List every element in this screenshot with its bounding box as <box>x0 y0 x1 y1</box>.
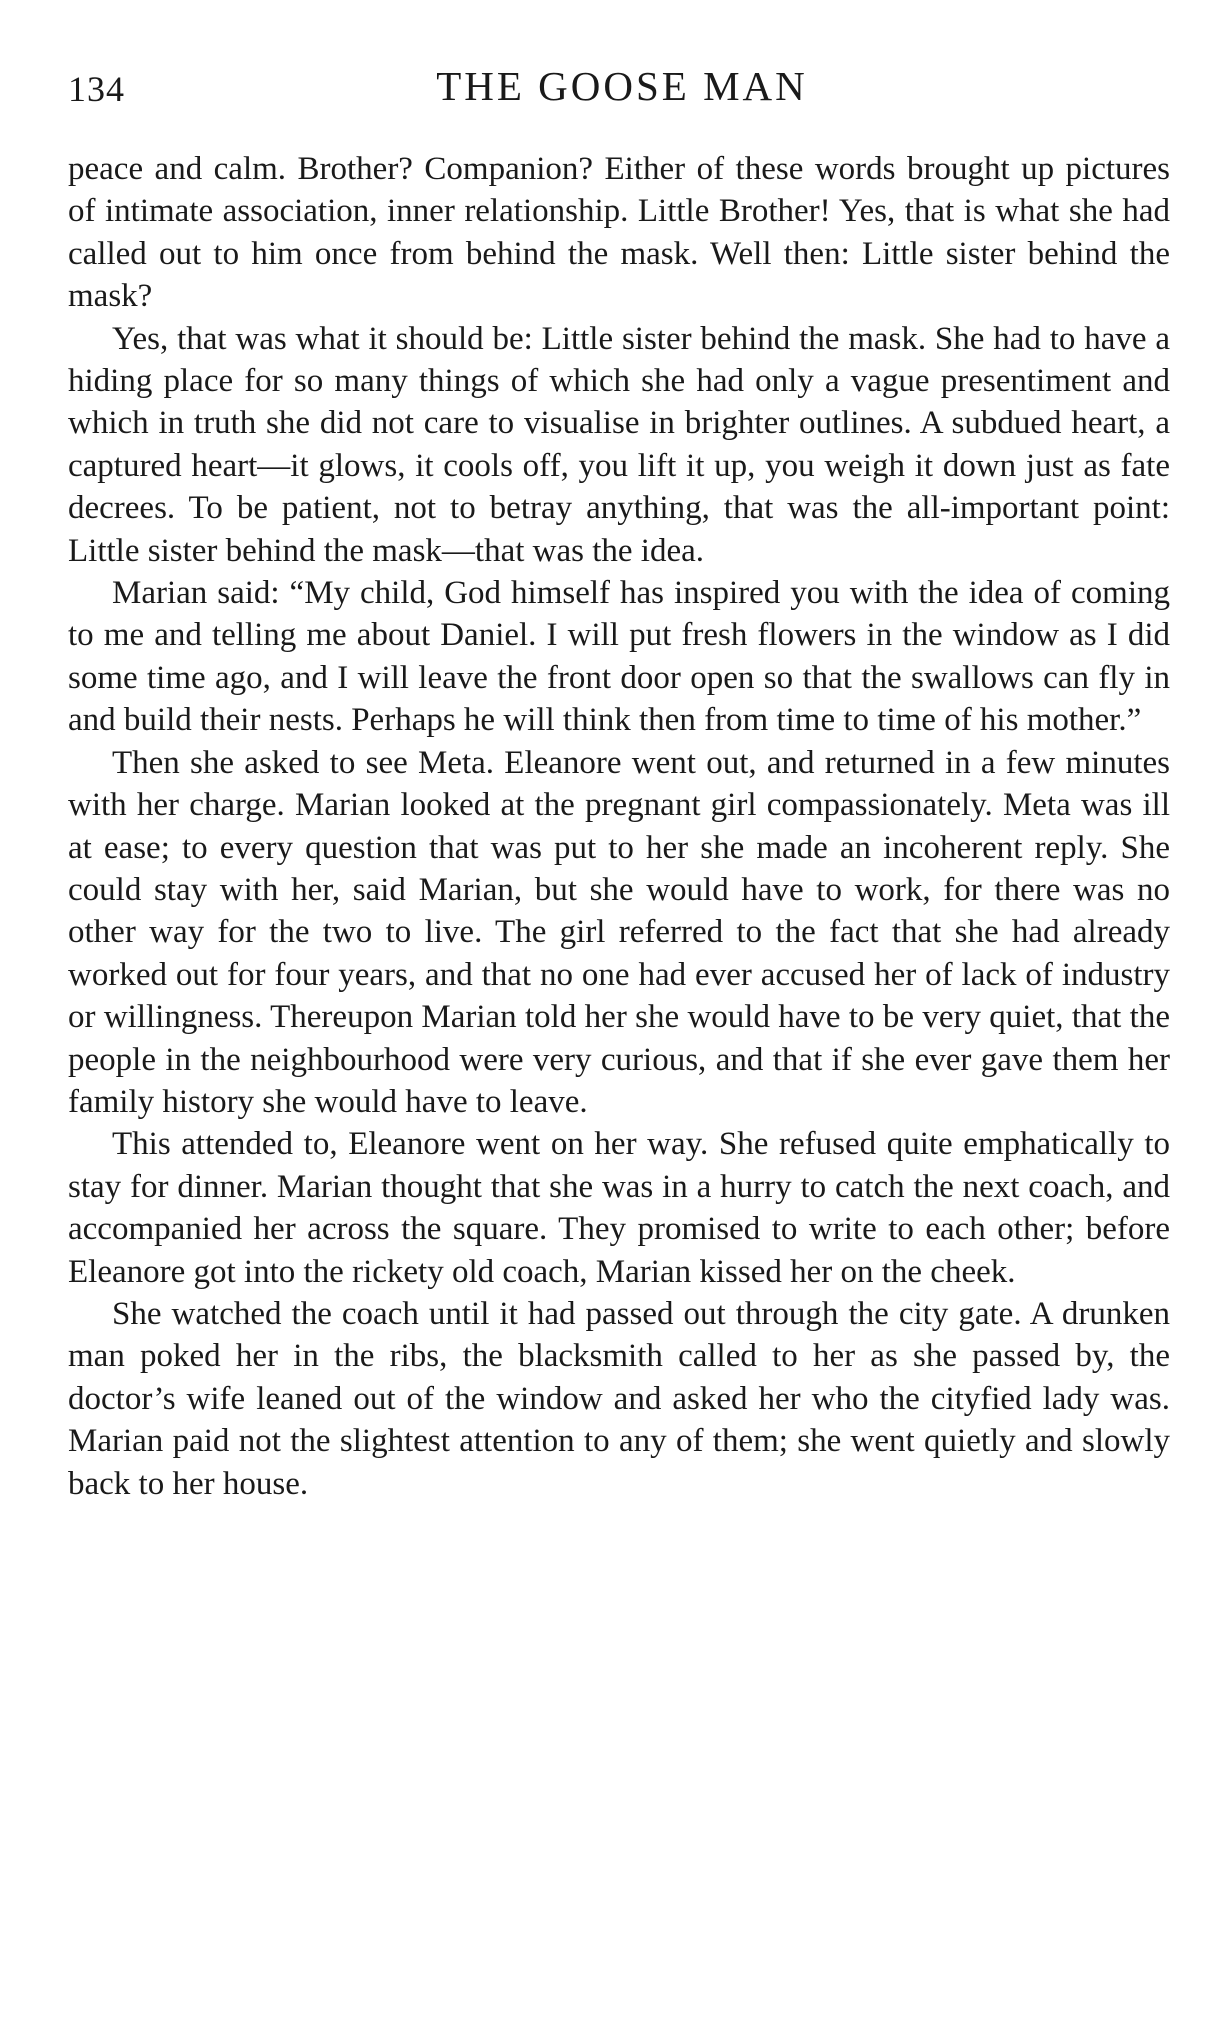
page-number: 134 <box>68 69 125 109</box>
paragraph: Yes, that was what it should be: Little sister behind the mask. She had to have a hiding place for so many things of which she had only a vague presentiment and which in truth she did not care to visualise in brighter outlines. A subdued heart, a captured heart—it glows, it cools off, you lift it up, you weigh it down just as fate decrees. To be patient, not to betray anything, that was the all-important point: Little sister behind the mask—that was the idea. <box>68 320 1170 569</box>
paragraph: peace and calm. Brother? Companion? Either of these words brought up pictures of intimate association, inner relationship. Little Brother! Yes, that is what she had called out to him once from behind the mask. Well then: Little sister behind the mask? <box>68 151 1170 315</box>
paragraph: Marian said: “My child, God himself has inspired you with the idea of coming to me and telling me about Daniel. I will put fresh flowers in the window as I did some time ago, and I will leave the front door open so that the swallows can fly in and build their nests. Perhaps he will think then from time to time of his mother.” <box>68 575 1170 739</box>
paragraph: This attended to, Eleanore went on her way. She refused quite emphatically to stay for dinner. Marian thought that she was in a hurry to catch the next coach, and accompanied her across the square. They promised to write to each other; before Eleanore got into the rickety old coach, Marian kissed her on the cheek. <box>68 1126 1170 1290</box>
body-text <box>68 148 1170 1505</box>
running-head <box>68 62 1176 122</box>
paragraph: She watched the coach until it had passed out through the city gate. A drunken man poked her in the ribs, the blacksmith called to her as she passed by, the doctor’s wife leaned out of the window and asked her who the cityfied lady was. Marian paid not the slightest attention to any of them; she went quietly and slowly back to her house. <box>68 1295 1170 1502</box>
paragraph: Then she asked to see Meta. Eleanore went out, and returned in a few minutes with her charge. Marian looked at the pregnant girl compassionately. Meta was ill at ease; to every question that was put to her she made an incoherent reply. She could stay with her, said Marian, but she would have to work, for there was no other way for the two to live. The girl referred to the fact that she had already worked out for four years, and that no one had ever accused her of lack of industry or willingness. Thereupon Marian told her she would have to be very quiet, that the people in the neighbourhood were very curious, and that if she ever gave them her family history she would have to leave. <box>68 744 1170 1120</box>
running-title: THE GOOSE MAN <box>436 63 808 109</box>
